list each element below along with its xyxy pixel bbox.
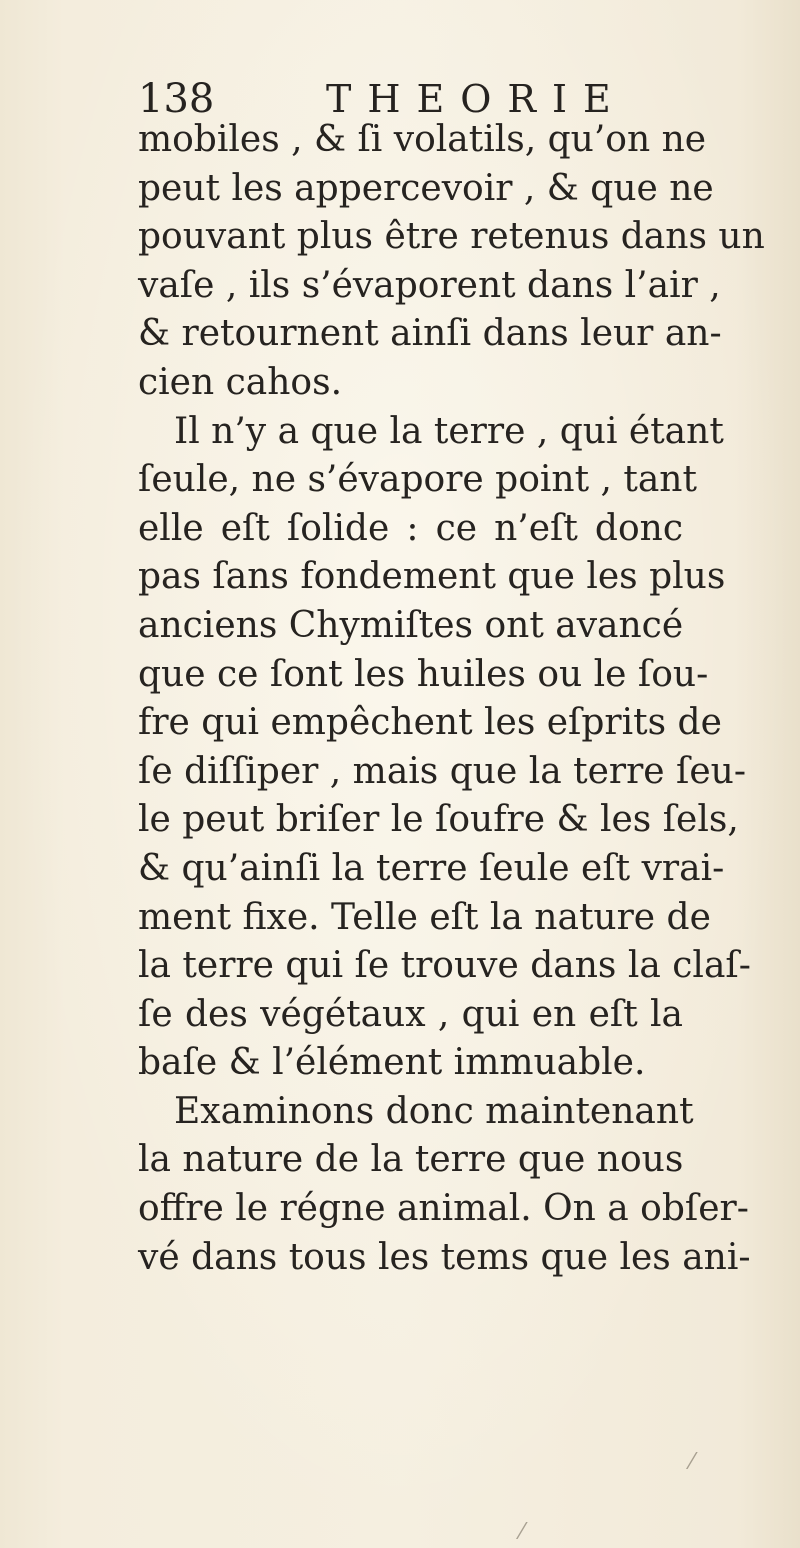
paragraph-start-line: Il n’y a que la terre , qui étant bbox=[174, 410, 724, 452]
text-line: vaſe , ils s’évaporent dans l’air , bbox=[138, 264, 721, 306]
text-line: la nature de la terre que nous bbox=[138, 1139, 684, 1181]
text-line: peut les appercevoir , & que ne bbox=[138, 167, 714, 209]
text-line: cien cahos. bbox=[138, 361, 343, 403]
text-line: anciens Chymiſtes ont avancé bbox=[138, 604, 684, 646]
text-line: ſeule, ne s’évapore point , tant bbox=[138, 459, 697, 501]
text-line: offre le régne animal. On a obſer- bbox=[138, 1188, 749, 1230]
running-title: THEORIE bbox=[326, 77, 627, 121]
text-line: & qu’ainſi la terre ſeule eſt vrai- bbox=[138, 847, 725, 889]
text-line: le peut briſer le ſoufre & les ſels, bbox=[138, 799, 739, 841]
text-line: pouvant plus être retenus dans un bbox=[138, 216, 765, 258]
text-line: mobiles , & ſi volatils, qu’on ne bbox=[138, 119, 707, 160]
text-line: baſe & l’élément immuable. bbox=[138, 1042, 646, 1084]
ink-speck-mark: ⁄ bbox=[690, 1450, 694, 1475]
ink-speck-mark: ⁄ bbox=[520, 1520, 524, 1545]
text-line: ſe diſſiper , mais que la terre ſeu- bbox=[138, 750, 747, 792]
text-line: la terre qui ſe trouve dans la claſ- bbox=[138, 945, 751, 987]
text-line: pas ſans fondement que les plus bbox=[138, 556, 726, 598]
text-line: vé dans tous les tems que les ani- bbox=[138, 1236, 751, 1278]
text-line: ment fixe. Telle eſt la nature de bbox=[138, 896, 711, 938]
text-line: elle eſt ſolide : ce n’eſt donc bbox=[138, 507, 683, 549]
paragraph-start-line: Examinons donc maintenant bbox=[174, 1090, 694, 1132]
text-line: fre qui empêchent les eſprits de bbox=[138, 702, 722, 744]
text-line: ſe des végétaux , qui en eſt la bbox=[138, 993, 683, 1035]
body-text bbox=[138, 116, 765, 1282]
page-number: 138 bbox=[138, 76, 215, 122]
text-line: que ce ſont les huiles ou le ſou- bbox=[138, 653, 709, 695]
text-line: & retournent ainſi dans leur an- bbox=[138, 313, 722, 355]
